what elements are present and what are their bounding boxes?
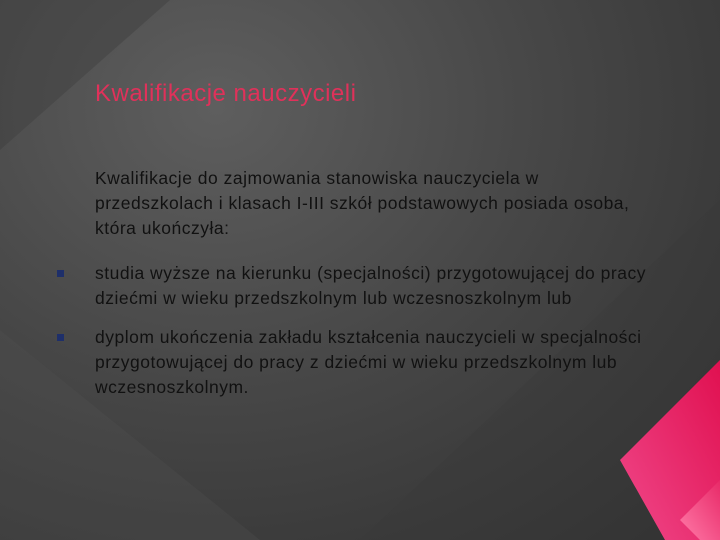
bullet-text: dyplom ukończenia zakładu kształcenia nauczycieli w specjalności przygotowującej do pracy z dziećmi w wieku przedszkolnym lub wczesnoszkolnym. (95, 327, 642, 397)
slide-title: Kwalifikacje nauczycieli (95, 80, 357, 107)
square-bullet-icon (57, 334, 64, 341)
slide-content (95, 166, 655, 400)
bullet-item (95, 325, 655, 400)
dark-diagonal-shape (0, 0, 170, 150)
bullet-text: studia wyższe na kierunku (specjalności) przygotowującej do pracy dziećmi w wieku przedszkolnym lub wczesnoszkolnym lub (95, 263, 646, 308)
square-bullet-icon (57, 270, 64, 277)
intro-paragraph: Kwalifikacje do zajmowania stanowiska nauczyciela w przedszkolach i klasach I-III szkół podstawowych posiada osoba, która ukończyła: (95, 168, 630, 238)
bullet-item (95, 261, 655, 311)
